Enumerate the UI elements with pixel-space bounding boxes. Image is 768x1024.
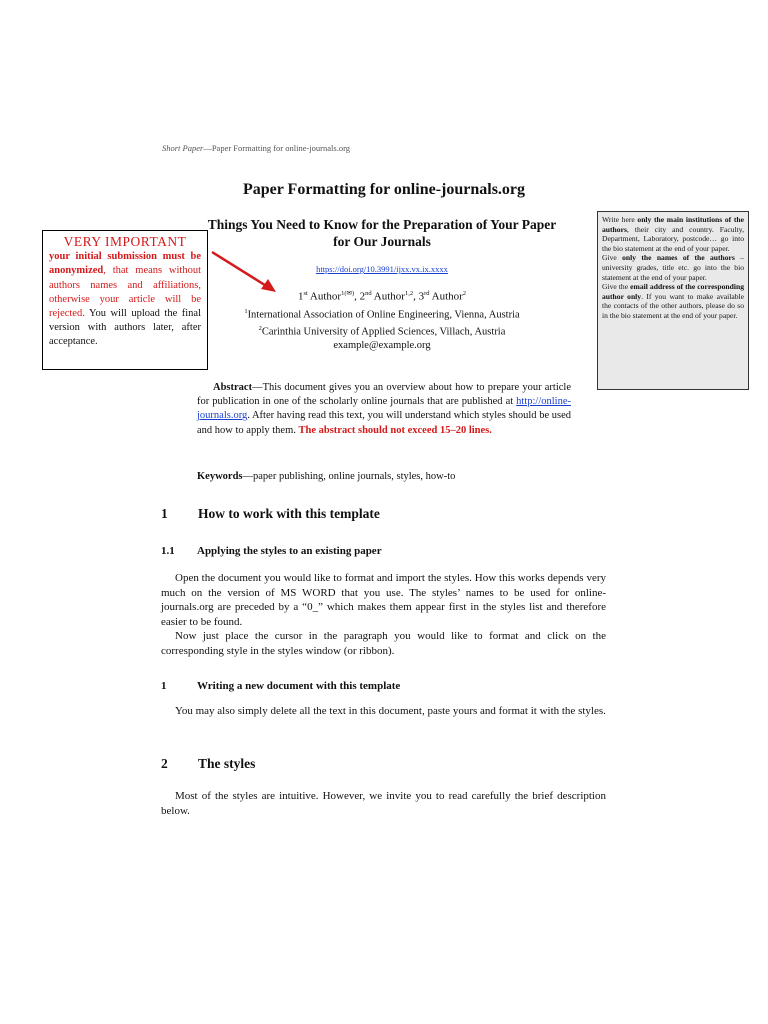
- bio-note-bold-3: email address of the corresponding author only: [602, 282, 744, 301]
- bio-note-text-6: . If you want to make available the contacts of the other authors, please do so in the bio statement at the end of your paper.: [602, 291, 744, 320]
- arrow-shaft: [212, 252, 268, 287]
- keywords-text: —paper publishing, online journals, styles, how-to: [242, 471, 456, 482]
- affiliation-2-mark: 2: [258, 325, 262, 332]
- bio-note-names: [602, 253, 744, 282]
- warning-bold-text: your initial submission must be anonymized: [49, 251, 201, 277]
- bio-note-text-1: Write here: [602, 215, 638, 224]
- author-1-number: 1: [297, 290, 304, 303]
- subsection-title: Writing a new document with this template: [197, 680, 401, 692]
- author-1-name: Author: [307, 290, 342, 303]
- abstract-text-1: —This document gives you an overview about how to prepare your article for publication in one of the scholarly online journals that are published at: [197, 382, 571, 408]
- section-2-body: [161, 789, 606, 818]
- subsection-title: Applying the styles to an existing paper: [197, 545, 382, 557]
- subsection-number: 1.1: [161, 545, 175, 557]
- bio-note-text-2: , their city and country. Faculty, Department, Laboratory, postcode… go into the bio statement at the end of your paper.: [602, 224, 744, 253]
- abstract: [197, 381, 571, 438]
- paragraph: Most of the styles are intuitive. However, we invite you to read carefully the brief description below.: [161, 790, 606, 817]
- author-3-name: Author: [429, 290, 463, 303]
- paper-subtitle: Things You Need to Know for the Preparation of Your Paper for Our Journals: [207, 217, 557, 249]
- bio-note-bold-2: only the names of the authors: [622, 253, 735, 263]
- subsection-writing-body: [161, 704, 606, 719]
- section-heading-2: [161, 756, 611, 772]
- section-number: 2: [161, 756, 168, 771]
- affiliation-1-text: International Association of Online Engineering, Vienna, Austria: [247, 309, 520, 321]
- affiliation-1-mark: 1: [244, 308, 248, 315]
- author-2-marks: 1,2: [404, 290, 414, 297]
- author-email[interactable]: example@example.org: [333, 340, 431, 351]
- section-title: The styles: [198, 756, 256, 771]
- paragraph: Open the document you would like to format and import the styles. How this works depends very much on the version of MS WORD that you use. The styles’ names to be used for online-journals.org are preceded by a “0_” which makes them appear first in the styles list and therefore easier to be found.: [161, 572, 606, 628]
- keywords-label: Keywords: [197, 471, 243, 482]
- author-2-name: Author: [371, 290, 405, 303]
- paper-title: Paper Formatting for online-journals.org: [242, 181, 526, 198]
- running-head-text: —Paper Formatting for online-journals.org: [203, 143, 351, 153]
- journal-link[interactable]: http://online-journals.org: [197, 396, 571, 422]
- affiliation-2-text: Carinthia University of Applied Sciences, Villach, Austria: [261, 326, 506, 338]
- section-title: How to work with this template: [198, 506, 380, 521]
- abstract-text-2: . After having read this text, you will understand which styles should be used and how to apply them.: [197, 410, 571, 436]
- author-2-ordinal: nd: [365, 290, 372, 297]
- author-3-marks: 2: [462, 290, 467, 297]
- section-heading-1: [161, 506, 611, 522]
- abstract-length-note: The abstract should not exceed 15–20 lines.: [298, 424, 492, 436]
- running-head-label: Short Paper: [162, 143, 204, 153]
- doi-link[interactable]: https://doi.org/10.3991/ijxx.vx.ix.xxxx: [316, 264, 448, 274]
- bio-note-institutions: [602, 215, 744, 253]
- paragraph: Now just place the cursor in the paragraph you would like to format and click on the corresponding style in the styles window (or ribbon).: [161, 630, 606, 657]
- abstract-label: Abstract: [213, 382, 253, 393]
- warning-heading: VERY IMPORTANT: [63, 234, 187, 249]
- keywords: [197, 471, 455, 482]
- bio-note-email: [602, 282, 744, 320]
- subsection-heading-writing: [161, 680, 611, 692]
- bio-note-text-5: Give the: [602, 282, 631, 292]
- bio-note-text-4: – university grades, title etc. go into the bio statement at the end of your paper.: [602, 253, 744, 282]
- subsection-1-1-body: [161, 571, 606, 658]
- subsection-heading-1-1: [161, 545, 611, 557]
- author-1-marks: 1(✉): [341, 290, 355, 297]
- bio-note-text-3: Give: [602, 253, 623, 263]
- author-3-ordinal: rd: [424, 290, 430, 297]
- author-1-ordinal: st: [303, 290, 308, 297]
- bio-note-bold-1: only the main institutions of the authors: [602, 215, 744, 234]
- author-3-number: , 3: [413, 290, 425, 303]
- author-2-number: , 2: [354, 290, 366, 303]
- subsection-number: 1: [161, 680, 167, 692]
- warning-black-text: You will upload the final version with authors later, after acceptance.: [49, 308, 201, 348]
- bio-instructions-note: [597, 211, 749, 390]
- section-number: 1: [161, 506, 168, 521]
- paragraph: You may also simply delete all the text in this document, paste yours and format it with the styles.: [175, 705, 606, 717]
- warning-red-text: , that means without authors names and affiliations, otherwise your article will be rejected.: [49, 265, 201, 320]
